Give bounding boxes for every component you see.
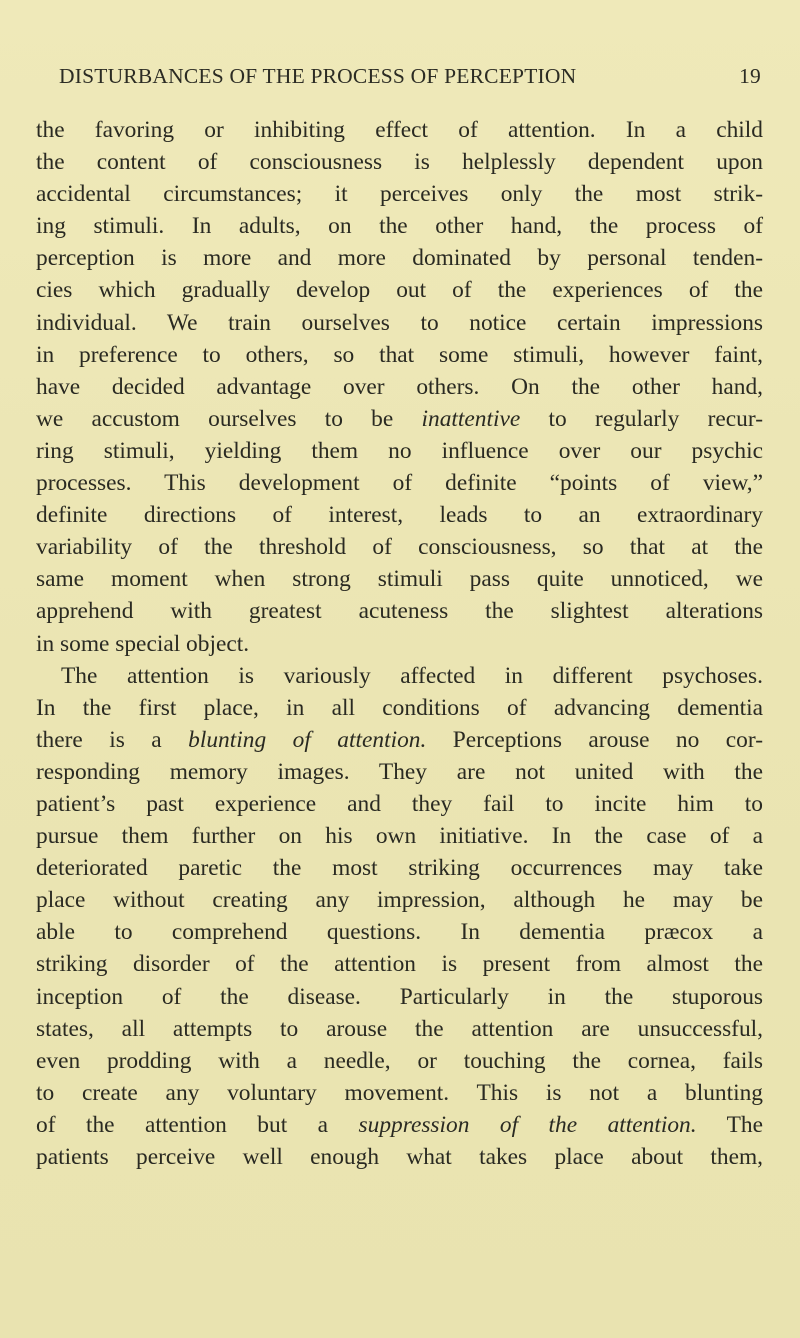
text-line: accidental circumstances; it perceives only the most strik- <box>36 181 763 208</box>
text-line: striking disorder of the attention is present from almost the <box>36 951 763 978</box>
text-line: we accustom ourselves to be inattentive to regularly recur- <box>36 405 763 432</box>
page-number: 19 <box>739 64 761 88</box>
running-head-title: DISTURBANCES OF THE PROCESS OF PERCEPTION <box>59 64 577 88</box>
text-line: states, all attempts to arouse the attention are unsuccessful, <box>36 1015 763 1042</box>
text-line: The attention is variously affected in different psychoses. <box>61 662 763 689</box>
italic-term: suppression of the attention. <box>358 1111 697 1138</box>
text-line: there is a blunting of attention. Perceptions arouse no cor- <box>36 726 763 753</box>
text-line: variability of the threshold of consciousness, so that at the <box>36 534 763 561</box>
running-head <box>59 64 761 94</box>
text-line: perception is more and more dominated by personal tenden- <box>36 245 763 272</box>
text-line: patients perceive well enough what takes place about them, <box>36 1144 763 1170</box>
text-line: ring stimuli, yielding them no influence over our psychic <box>36 437 763 464</box>
text-line: able to comprehend questions. In dementia præcox a <box>36 919 763 946</box>
text-line: in preference to others, so that some stimuli, however faint, <box>36 341 763 368</box>
text-line: cies which gradually develop out of the experiences of the <box>36 277 763 304</box>
text-line: the content of consciousness is helplessly dependent upon <box>36 149 763 176</box>
text-line: apprehend with greatest acuteness the slightest alterations <box>36 598 763 625</box>
text-line: individual. We train ourselves to notice certain impressions <box>36 309 763 336</box>
text-line: patient’s past experience and they fail to incite him to <box>36 790 763 817</box>
text-line: in some special object. <box>36 630 250 657</box>
text-line: same moment when strong stimuli pass quite unnoticed, we <box>36 566 763 593</box>
text-line: inception of the disease. Particularly in the stuporous <box>36 983 763 1010</box>
text-line: In the first place, in all conditions of advancing dementia <box>36 694 763 721</box>
text-line: even prodding with a needle, or touching the cornea, fails <box>36 1047 763 1074</box>
text-line: deteriorated paretic the most striking occurrences may take <box>36 855 763 882</box>
text-line: place without creating any impression, although he may be <box>36 887 763 914</box>
text-line: the favoring or inhibiting effect of attention. In a child <box>36 117 763 143</box>
text-line: have decided advantage over others. On the other hand, <box>36 373 763 400</box>
text-line: processes. This development of definite “points of view,” <box>36 470 763 497</box>
italic-term: inattentive <box>421 405 521 432</box>
text-line: definite directions of interest, leads to an extraordinary <box>36 502 763 529</box>
text-line: of the attention but a suppression of the attention. The <box>36 1111 764 1138</box>
text-line: responding memory images. They are not united with the <box>36 758 763 785</box>
text-line: ing stimuli. In adults, on the other hand, the process of <box>36 213 763 240</box>
body-text <box>36 114 763 1173</box>
text-line: pursue them further on his own initiative. In the case of a <box>36 823 763 850</box>
text-line: to create any voluntary movement. This is not a blunting <box>36 1079 763 1106</box>
italic-term: blunting of attention. <box>188 726 427 753</box>
